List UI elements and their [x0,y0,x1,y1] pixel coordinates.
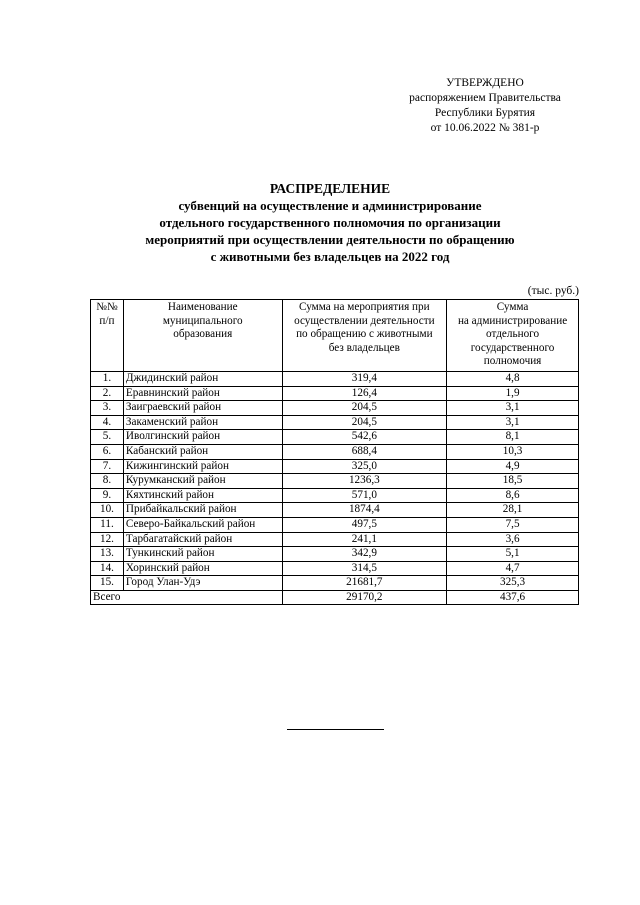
row-sum-activities: 497,5 [282,517,447,532]
municipality-name: Тарбагатайский район [123,532,282,547]
row-number: 6. [91,444,124,459]
municipality-name: Кабанский район [123,444,282,459]
units-label: (тыс. руб.) [527,285,579,297]
municipality-name: Иволгинский район [123,430,282,445]
table-row [91,488,579,503]
table-row [91,415,579,430]
municipality-name: Тункинский район [123,547,282,562]
municipality-name: Северо-Байкальский район [123,517,282,532]
row-number: 14. [91,561,124,576]
row-sum-activities: 126,4 [282,386,447,401]
row-sum-activities: 204,5 [282,415,447,430]
row-sum-activities: 542,6 [282,430,447,445]
table-row [91,459,579,474]
title-line-3: мероприятий при осуществлении деятельности по обращению [145,232,515,247]
table-header-row [91,300,579,372]
municipality-name: Прибайкальский район [123,503,282,518]
row-number: 4. [91,415,124,430]
row-sum-admin: 7,5 [447,517,579,532]
municipality-name: Кяхтинский район [123,488,282,503]
approval-region: Республики Бурятия [434,107,536,119]
municipality-name: Джидинский район [123,371,282,386]
table-row [91,430,579,445]
row-number: 3. [91,401,124,416]
row-sum-admin: 8,6 [447,488,579,503]
row-number: 10. [91,503,124,518]
row-sum-admin: 3,6 [447,532,579,547]
table-row [91,576,579,591]
row-number: 8. [91,474,124,489]
row-number: 5. [91,430,124,445]
row-sum-activities: 204,5 [282,401,447,416]
total-label: Всего [91,590,283,605]
table-row [91,517,579,532]
table-row [91,401,579,416]
table-row [91,503,579,518]
row-sum-admin: 3,1 [447,415,579,430]
row-sum-admin: 4,8 [447,371,579,386]
header-name: Наименование муниципального образования [123,300,282,372]
table-body [91,371,579,590]
municipality-name: Хоринский район [123,561,282,576]
row-number: 12. [91,532,124,547]
row-sum-activities: 241,1 [282,532,447,547]
row-number: 7. [91,459,124,474]
row-sum-admin: 325,3 [447,576,579,591]
title-line-4: с животными без владельцев на 2022 год [210,249,450,264]
title-main: РАСПРЕДЕЛЕНИЕ [269,181,391,196]
approval-title: УТВЕРЖДЕНО [446,77,524,89]
document-title [90,180,570,265]
distribution-table [90,299,579,605]
title-line-2: отдельного государственного полномочия по организации [159,215,501,230]
row-sum-activities: 342,9 [282,547,447,562]
total-row [91,590,579,605]
table-row [91,444,579,459]
row-sum-activities: 688,4 [282,444,447,459]
row-sum-admin: 28,1 [447,503,579,518]
approval-authority: распоряжением Правительства [409,92,561,104]
row-sum-admin: 8,1 [447,430,579,445]
row-sum-activities: 319,4 [282,371,447,386]
table-row [91,561,579,576]
total-sum: 29170,2 [282,590,447,605]
row-sum-admin: 1,9 [447,386,579,401]
municipality-name: Еравнинский район [123,386,282,401]
row-sum-admin: 4,7 [447,561,579,576]
approval-block [380,76,590,136]
row-number: 11. [91,517,124,532]
row-sum-admin: 4,9 [447,459,579,474]
row-sum-activities: 1874,4 [282,503,447,518]
municipality-name: Город Улан-Удэ [123,576,282,591]
row-sum-admin: 5,1 [447,547,579,562]
row-number: 9. [91,488,124,503]
table-row [91,371,579,386]
header-sum-activities: Сумма на мероприятия при осуществлении деятельности по обращению с животными без владельцев [282,300,447,372]
table-row [91,386,579,401]
row-sum-activities: 21681,7 [282,576,447,591]
signature-divider [287,729,384,730]
row-sum-activities: 325,0 [282,459,447,474]
row-sum-activities: 314,5 [282,561,447,576]
row-sum-admin: 18,5 [447,474,579,489]
title-line-1: субвенций на осуществление и администрирование [178,198,482,213]
municipality-name: Закаменский район [123,415,282,430]
header-sum-admin: Сумма на администрирование отдельного государственного полномочия [447,300,579,372]
row-sum-activities: 571,0 [282,488,447,503]
approval-date-number: от 10.06.2022 № 381-р [430,122,540,134]
municipality-name: Курумканский район [123,474,282,489]
row-sum-admin: 10,3 [447,444,579,459]
municipality-name: Кижингинский район [123,459,282,474]
row-number: 1. [91,371,124,386]
table-row [91,532,579,547]
header-num: №№ п/п [91,300,124,372]
row-number: 2. [91,386,124,401]
table-row [91,547,579,562]
row-number: 15. [91,576,124,591]
total-admin: 437,6 [447,590,579,605]
row-sum-admin: 3,1 [447,401,579,416]
row-number: 13. [91,547,124,562]
table-row [91,474,579,489]
row-sum-activities: 1236,3 [282,474,447,489]
municipality-name: Заиграевский район [123,401,282,416]
